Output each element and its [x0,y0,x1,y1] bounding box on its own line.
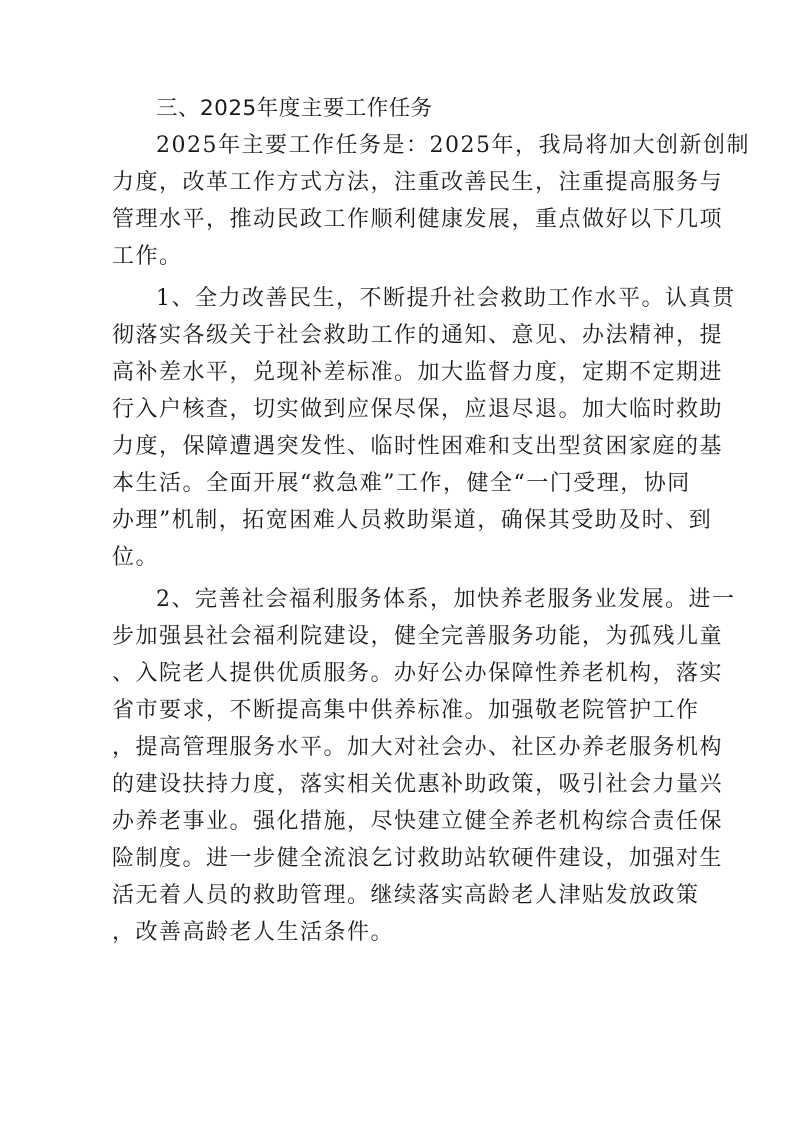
text-line: 险制度。进一步健全流浪乞讨救助站软硬件建设，加强对生 [112,846,724,871]
text-line: 行入户核查，切实做到应保尽保，应退尽退。加大临时救助 [112,397,724,422]
paragraph-intro [112,127,750,275]
text-line: 活无着人员的救助管理。继续落实高龄老人津贴发放政策 [112,883,700,908]
text-line: 位。 [112,545,160,570]
text-line: 办理”机制，拓宽困难人员救助渠道，确保其受助及时、到 [112,508,713,533]
paragraph-item-1 [112,280,736,576]
text-line: 高补差水平，兑现补差标准。加大监督力度，定期不定期进 [112,360,724,385]
text-line: 1、全力改善民生，不断提升社会救助工作水平。认真贯 [156,286,736,311]
text-line: 力度，改革工作方式方法，注重改善民生，注重提高服务与 [112,170,724,195]
text-line: 管理水平，推动民政工作顺利健康发展，重点做好以下几项 [112,207,724,232]
section-heading: 三、2025年度主要工作任务 [156,96,433,121]
text-line: 2、完善社会福利服务体系，加快养老服务业发展。进一 [156,587,736,612]
text-line: 彻落实各级关于社会救助工作的通知、意见、办法精神，提 [112,323,724,348]
text-line: ，改善高龄老人生活条件。 [112,920,395,945]
text-line: 2025年主要工作任务是：2025年，我局将加大创新创制 [156,133,750,158]
text-line: 步加强县社会福利院建设，健全完善服务功能，为孤残儿童 [112,624,724,649]
text-line: ，提高管理服务水平。加大对社会办、社区办养老服务机构 [112,735,724,760]
text-line: 工作。 [112,244,183,269]
text-line: 办养老事业。强化措施，尽快建立健全养老机构综合责任保 [112,809,724,834]
text-line: 、入院老人提供优质服务。办好公办保障性养老机构，落实 [112,661,724,686]
text-line: 的建设扶持力度，落实相关优惠补助政策，吸引社会力量兴 [112,772,724,797]
text-line: 本生活。全面开展“救急难”工作，健全“一门受理，协同 [112,471,691,496]
text-line: 省市要求，不断提高集中供养标准。加强敬老院管护工作 [112,698,700,723]
document-body [112,90,750,951]
paragraph-item-2 [112,581,736,951]
text-line: 力度，保障遭遇突发性、临时性困难和支出型贫困家庭的基 [112,434,724,459]
